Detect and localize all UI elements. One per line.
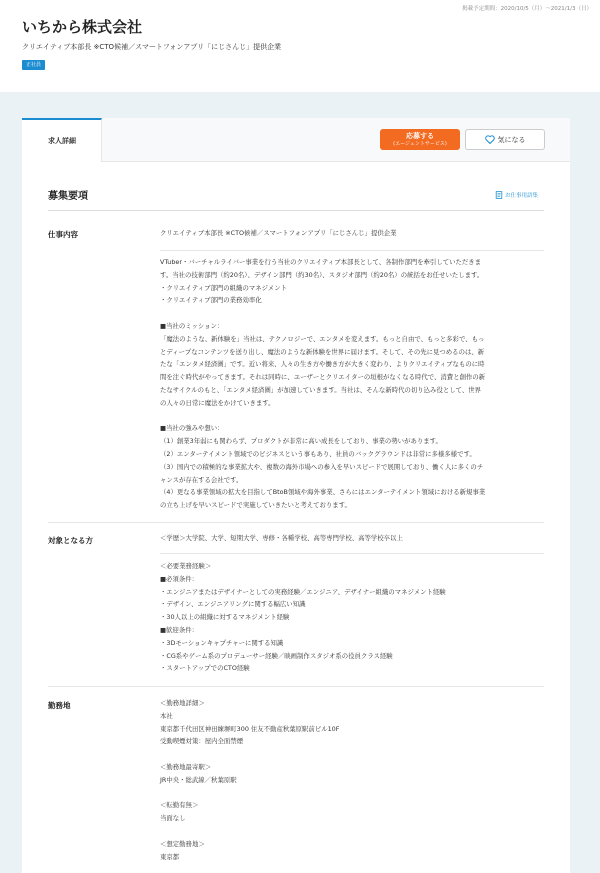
- text-line: （3）国内での積極的な事業拡大や、複数の海外市場への参入を早いスピードで展開しており、働く人に多くのチ: [160, 462, 484, 471]
- glossary-link-label: お仕事用語集: [505, 193, 539, 199]
- text-line: [160, 410, 485, 423]
- text-line: ＜転勤有無＞: [160, 801, 199, 810]
- text-line: （2）エンターテイメント領域でのビジネスという事もあり、社員のバックグラウンドは非常に多様多様です。: [160, 449, 476, 458]
- company-name: いちから株式会社: [22, 18, 143, 36]
- text-line: VTuber・バーチャルライバー事業を行う当社のクリエイティブ本部長として、各制作部門を牽引していただきま: [160, 258, 482, 266]
- text-line: [160, 787, 339, 800]
- text-line: とディープなコンテンツを送り出し、魔法のような新体験を世界に届けます。そして、その先に見つめるのは、新: [160, 347, 485, 356]
- apply-button-label: 応募する: [406, 132, 434, 140]
- text-line: たなサイクルのもと、「エンタメ経済圏」が加速していきます。当社は、そんな新時代の切り込み役として、世界: [160, 385, 482, 394]
- tab-job-detail[interactable]: [22, 118, 102, 162]
- tab-job-detail-label: 求人詳細: [48, 137, 76, 145]
- text-line: の立ち上げを早いスピードで実施していきたいと考えております。: [160, 501, 351, 510]
- section-title: 募集要項: [48, 191, 88, 202]
- text-line: 間を注ぐ時代がやってきます。それは同時に、ユーザーとクリエイターの垣根がなくなる時代で、消費と創作の新: [160, 373, 486, 382]
- glossary-link[interactable]: [495, 191, 538, 199]
- job-content-body: [160, 256, 485, 512]
- text-line: （1）創業3年弱にも関わらず、プロダクトが非常に高い成長をしており、事業の勢いがあります。: [160, 437, 442, 446]
- text-line: 本社: [160, 711, 173, 720]
- text-line: ＜想定勤務地＞: [160, 839, 205, 848]
- text-line: 「魔法のような、新体験を」当社は、テクノロジーで、エンタメを変えます。もっと自由で、もっと多彩で、もっ: [160, 334, 485, 343]
- text-line: [160, 307, 485, 320]
- text-line: ・クリエイティブ部門の業務効率化: [160, 296, 262, 305]
- text-line: ャンスが存在する会社です。: [160, 475, 243, 484]
- favorite-button[interactable]: [465, 129, 545, 150]
- location-label: 勤務地: [48, 701, 71, 710]
- text-line: 当面なし: [160, 814, 186, 823]
- favorite-button-label: 気になる: [497, 135, 526, 144]
- location-body: [160, 697, 339, 863]
- employment-type-badge: 正社員: [22, 60, 45, 70]
- text-line: ＜勤務地最寄駅＞: [160, 762, 212, 771]
- text-line: ＜勤務地詳細＞: [160, 699, 205, 707]
- apply-button[interactable]: [380, 129, 460, 150]
- tab-divider: [102, 161, 570, 162]
- posting-period: 掲載予定期間：2020/10/5（月）～2021/1/3（日）: [462, 6, 592, 12]
- text-line: 受動喫煙対策：屋内全面禁煙: [160, 737, 244, 746]
- target-headline: ＜学歴＞大学院、大学、短期大学、専修・各種学校、高等専門学校、高等学校卒以上: [160, 534, 403, 542]
- target-label: 対象となる方: [48, 536, 93, 545]
- text-line: 東京都千代田区神田練塀町300 住友不動産秋葉原駅前ビル10F: [160, 724, 340, 733]
- text-line: （4）更なる事業領域の拡大を目指してBtoB領域や海外事業、さらにはエンターテイメント領域における新規事業: [160, 488, 486, 497]
- company-header: [0, 0, 600, 92]
- text-line: ＜必要業務経験＞: [160, 562, 212, 570]
- job-content-label: 仕事内容: [48, 230, 78, 239]
- text-line: ・デザイン、エンジニアリングに関する幅広い知識: [160, 600, 306, 609]
- row-divider: [48, 522, 544, 523]
- text-line: ・エンジニアまたはデザイナーとしての実務経験／エンジニア、デザイナー組織のマネジメント経験: [160, 587, 446, 596]
- text-line: ■当社のミッション：: [160, 321, 224, 330]
- text-line: す。当社の技術部門（約20名）、デザイン部門（約30名）、スタジオ部門（約20名）の統括をお任せいたします。: [160, 270, 484, 279]
- text-line: [160, 748, 339, 761]
- job-content-divider: [160, 250, 544, 251]
- company-subtitle: クリエイティブ本部長 ※CTO候補／スマートフォンアプリ「にじさんじ」提供企業: [22, 43, 282, 51]
- text-line: ・CG系やゲーム系のプロデューサー経験／映画制作スタジオ系の役員クラス経験: [160, 651, 393, 660]
- apply-button-sublabel: (エージェントサービス): [393, 141, 447, 147]
- heart-icon: [485, 135, 495, 144]
- text-line: JR中央・総武線／秋葉原駅: [160, 775, 237, 784]
- text-line: ■歓迎条件：: [160, 625, 198, 634]
- title-divider: [48, 210, 544, 211]
- text-line: ■当社の強みや想い：: [160, 424, 224, 433]
- text-line: ・3Dモーションキャプチャーに関する知識: [160, 638, 284, 647]
- text-line: の人々の日常に魔法をかけていきます。: [160, 398, 275, 407]
- job-detail-card: [22, 118, 570, 873]
- row-divider: [48, 686, 544, 687]
- text-line: [160, 825, 339, 838]
- target-divider: [160, 553, 544, 554]
- job-content-headline: クリエイティブ本部長 ※CTO候補／スマートフォンアプリ「にじさんじ」提供企業: [160, 229, 397, 237]
- text-line: ・30人以上の組織に対するマネジメント経験: [160, 613, 290, 622]
- target-body: [160, 560, 446, 675]
- text-line: 東京都: [160, 852, 180, 861]
- text-line: たな「エンタメ経済圏」です。近い将来、人々の生き方や働き方が大きく変わり、よりクリエイティブなものに時: [160, 360, 485, 369]
- text-line: ・クリエイティブ部門の組織のマネジメント: [160, 283, 287, 292]
- text-line: ・スタートアップでのCTO経験: [160, 664, 250, 673]
- document-icon: [495, 191, 503, 199]
- text-line: ■必須条件：: [160, 574, 198, 583]
